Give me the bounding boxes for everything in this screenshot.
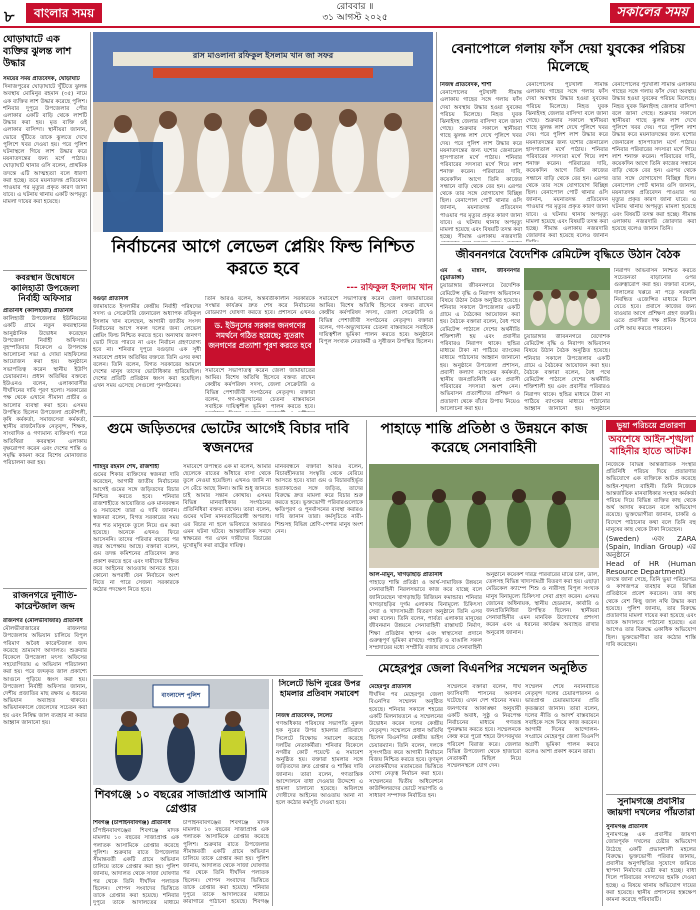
shibganj-photo-sign: বাংলাদেশ পুলিশ: [161, 692, 201, 699]
body-jibannagar: চুয়াডাঙ্গার জীবননগরে বৈদেশিক রেমিটেন্স বৃদ্ধি ও নিরাপদ অভিবাসন বিষয়ে উঠান বৈঠক অনুষ্ঠিত হয়েছে। শনিবার সকালে উপজেলার একটি গ্রামে এ বৈঠকের আয়োজন করা হয়। বৈঠকে বক্তারা বলেন, বৈধ পথে রেমিটেন্স পাঠালে দেশের অর্থনীতি শক্তিশালী হয় এবং প্রবাসীর পরিবারও নিরাপদ থাকে। হুন্ডির মাধ্যমে টাকা না পাঠিয়ে ব্যাংকের মাধ্যমে পাঠানোর আহ্বান জানানো হয়। অনুষ্ঠানে উপজেলা প্রশাসন, প্রবাসী কল্যাণ ব্যাংকের কর্মকর্তা, স্থানীয় জনপ্রতিনিধি এবং প্রবাসী পরিবারের সদস্যরা অংশ নেন। অভিবাসন প্রত্যাশীদের প্রশিক্ষণ ও প্রতারণা থেকে বাঁচার উপায় নিয়েও আলোচনা করা হয়।: [440, 283, 520, 412]
body-jibannagar-2: চুয়াডাঙ্গার জীবননগরে বৈদেশিক রেমিটেন্স বৃদ্ধি ও নিরাপদ অভিবাসন বিষয়ে উঠান বৈঠক অনুষ্ঠিত হয়েছে। শনিবার সকালে উপজেলার একটি গ্রামে এ বৈঠকের আয়োজন করা হয়। বৈঠকে বক্তারা বলেন, বৈধ পথে রেমিটেন্স পাঠালে দেশের অর্থনীতি শক্তিশালী হয় এবং প্রবাসীর পরিবারও নিরাপদ থাকে। হুন্ডির মাধ্যমে টাকা না পাঠিয়ে ব্যাংকের মাধ্যমে পাঠানোর আহ্বান জানানো হয়। অনুষ্ঠানে: [524, 334, 610, 412]
story-shibganj-1: [93, 820, 179, 906]
divider: [440, 244, 696, 245]
body-meherpur: দীর্ঘদিন পর মেহেরপুর জেলা বিএনপির সম্মেলন অনুষ্ঠিত হয়েছে। শনিবার সকালে শহরের একটি মিলনায়তনে এ সম্মেলনের উদ্বোধন করেন দলের কেন্দ্রীয় নেতৃবৃন্দ। সম্মেলনে প্রধান অতিথি ছিলেন বিএনপির কেন্দ্রীয় ভাইস চেয়ারম্যান। তিনি বলেন, দলকে সুসংগঠিত করে আগামী নির্বাচনে বিজয় নিশ্চিত করতে হবে। তৃণমূল নেতাকর্মীদের মতামতের ভিত্তিতে যোগ্য নেতৃত্ব নির্বাচন করা হবে। সম্মেলনের দ্বিতীয় অধিবেশনে কাউন্সিলরদের ভোটে সভাপতি ও সাধারণ সম্পাদক নির্বাচিত হন।: [369, 692, 443, 800]
pahar-photo: [369, 464, 599, 568]
jibannagar-photo-image: [524, 268, 610, 330]
story-meherpur-2: [447, 684, 521, 906]
lead-pull-quote: ড. ইউনূসের সরকার জনগণের সমর্থনে গঠিত হয়েছে; সুতরাং জনগণের প্রত্যাশা পূরণ করতে হবে: [205, 318, 315, 366]
column-divider: [436, 32, 437, 412]
story-benapole-3: [612, 82, 696, 242]
body-lead-1: জামায়াতে ইসলামীর কেন্দ্রীয় নির্বাহী পরিষদের সদস্য ও সেক্রেটারি জেনারেল অধ্যাপক রফিকুল ইসলাম খান বলেছেন, আগামী জাতীয় সংসদ নির্বাচনের আগে সকল দলের জন্য লেভেল প্লেয়িং ফিল্ড নিশ্চিত করতে হবে। অন্যথায় জনগণ ভোট দিতে পারবে না এবং নির্বাচন গ্রহণযোগ্য হবে না। শনিবার দুপুরে বগুড়ায় এক সুধী সমাবেশে প্রধান অতিথির বক্তব্যে তিনি এসব কথা বলেন। তিনি বলেন, বিগত সরকারের আমলে দেশের মানুষ তাদের ভোটাধিকার হারিয়েছিল। দেশের প্রতিটি প্রতিষ্ঠান ধ্বংস করা হয়েছিল। এখন সময় এসেছে সেগুলো পুনর্গঠনের।: [93, 304, 201, 390]
divider: [3, 270, 87, 271]
body-benapole-2: বেনাপোলের পুটখালী সীমান্ত এলাকায় গাছের সঙ্গে গলায় ফাঁস দেয়া অবস্থায় উদ্ধার হওয়া যুবকের পরিচয় মিলেছে। নিহত যুবক ঝিনাইদহ জেলার বাসিন্দা বলে জানা গেছে। শুক্রবার সকালে স্থানীয়রা গাছে ঝুলন্ত লাশ দেখে পুলিশে খবর দেয়। পরে পুলিশ লাশ উদ্ধার করে ময়নাতদন্তের জন্য যশোর জেনারেল হাসপাতাল মর্গে পাঠায়। শনিবার পরিবারের সদস্যরা মর্গে গিয়ে লাশ শনাক্ত করেন। পরিবারের দাবি, কয়েকদিন আগে তিনি কাজের সন্ধানে বাড়ি থেকে বের হন। এরপর থেকে তার সঙ্গে যোগাযোগ বিচ্ছিন্ন ছিল। বেনাপোল পোর্ট থানার ওসি জানান, ময়নাতদন্ত প্রতিবেদন পাওয়ার পর মৃত্যুর প্রকৃত কারণ জানা যাবে। এ ঘটনায় থানায় অপমৃত্যু মামলা হয়েছে এবং বিষয়টি তদন্ত করা হচ্ছে। সীমান্ত এলাকায় নজরদারি জোরদার করা হয়েছে বলেও জানান: [526, 82, 608, 240]
body-benapole: বেনাপোলের পুটখালী সীমান্ত এলাকায় গাছের সঙ্গে গলায় ফাঁস দেয়া অবস্থায় উদ্ধার হওয়া যুবকের পরিচয় মিলেছে। নিহত যুবক ঝিনাইদহ জেলার বাসিন্দা বলে জানা গেছে। শুক্রবার সকালে স্থানীয়রা গাছে ঝুলন্ত লাশ দেখে পুলিশে খবর দেয়। পরে পুলিশ লাশ উদ্ধার করে ময়নাতদন্তের জন্য যশোর জেনারেল হাসপাতাল মর্গে পাঠায়। শনিবার পরিবারের সদস্যরা মর্গে গিয়ে লাশ শনাক্ত করেন। পরিবারের দাবি, কয়েকদিন আগে তিনি কাজের সন্ধানে বাড়ি থেকে বের হন। এরপর থেকে তার সঙ্গে যোগাযোগ বিচ্ছিন্ন ছিল। বেনাপোল পোর্ট থানার ওসি জানান, ময়নাতদন্ত প্রতিবেদন পাওয়ার পর মৃত্যুর প্রকৃত কারণ জানা যাবে। এ ঘটনায় থানায় অপমৃত্যু মামলা হয়েছে এবং বিষয়টি তদন্ত করা হচ্ছে। সীমান্ত এলাকায় নজরদারি: [440, 90, 522, 241]
story-abosheshe: [606, 462, 696, 790]
byline-ghoraghat: সময়ের সময় প্রতিবেদক, ঘোড়াঘাট: [3, 76, 80, 82]
lead-col-1: [93, 296, 201, 412]
body-sunamganj: সুনামগঞ্জে এক প্রবাসীর জায়গা জোরপূর্বক দখলের চেষ্টার অভিযোগ উঠেছে একটি প্রভাবশালী মহলের বিরুদ্ধে। ভুক্তভোগী পরিবার জানায়, প্রবাসীর অনুপস্থিতির সুযোগে জমিতে স্থাপনা নির্মাণের চেষ্টা করা হচ্ছে। বাধা দিলে পরিবারের সদস্যদের হুমকি দেওয়া হচ্ছে। এ বিষয়ে থানায় অভিযোগ দায়ের করা হয়েছে। স্থানীয় প্রশাসনের হস্তক্ষেপ কামনা করেছে পরিবারটি।: [606, 832, 696, 904]
column-divider: [366, 420, 367, 650]
body-lead-3: সমাবেশে সভাপতিত্ব করেন জেলা জামায়াতের আমির। বিশেষ অতিথি হিসেবে বক্তব্য রাখেন কেন্দ্রীয় কর্মপরিষদ সদস্য, জেলা সেক্রেটারি ও বিভিন্ন পেশাজীবী সংগঠনের নেতৃবৃন্দ। বক্তারা বলেন, গণ-অভ্যুত্থানের চেতনা বাস্তবায়নে সবাইকে দায়িত্বশীল ভূমিকা পালন করতে হবে।: [205, 368, 315, 411]
story-meherpur-3: [525, 684, 599, 906]
body-ghoraghat: দিনাজপুরের ঘোড়াঘাটে খুঁটিতে ঝুলন্ত অবস্থায় মোমিনুর রহমান (৩৫) নামে এক ব্যক্তির লাশ উদ্ধার করেছে পুলিশ। শনিবার দুপুরে উপজেলার পৌর এলাকার একটি বাড়ি থেকে লাশটি উদ্ধার করা হয়। মৃত ব্যক্তি ওই এলাকার বাসিন্দা। স্থানীয়রা জানান, ভোরে খুঁটিতে তাকে ঝুলতে দেখে পুলিশে খবর দেওয়া হয়। পরে পুলিশ ঘটনাস্থলে গিয়ে লাশ উদ্ধার করে ময়নাতদন্তের জন্য মর্গে পাঠায়। ঘোড়াঘাট থানার ওসি বলেন, প্রাথমিক তদন্তে এটি আত্মহত্যা বলে ধারণা করা হচ্ছে। তবে ময়নাতদন্ত প্রতিবেদন পাওয়ার পর মৃত্যুর প্রকৃত কারণ জানা যাবে। এ ঘটনায় থানায় একটি অপমৃত্যু মামলা দায়ের করা হয়েছে।: [3, 84, 87, 206]
byline-shibganj: শিবগঞ্জ (চাঁপাইনবাবগঞ্জ) প্রতিনিধি: [93, 820, 171, 826]
byline-lead: বগুড়া প্রতিনিধি: [93, 296, 129, 302]
headline-jibannagar: জীবননগরে বৈদেশিক রেমিটেন্স বৃদ্ধিতে উঠান বৈঠক: [455, 248, 681, 261]
story-pahar-2: [486, 572, 599, 652]
body-lead-2: তিনি আরও বলেন, অন্তর্বর্তীকালীন সরকারকে সংস্কার কার্যক্রম দ্রুত শেষ করে নির্বাচনের রোডম্যাপ ঘোষণা করতে হবে। প্রশাসনে এখনও: [205, 296, 315, 316]
story-benapole-1: [440, 82, 522, 242]
body-pahar-2: অনুষ্ঠানে কয়েকশ দরিদ্র পরিবারের মাঝে চাল, ডাল, তেলসহ বিভিন্ন খাদ্যসামগ্রী বিতরণ করা হয়। এছাড়া মেডিকেল ক্যাম্পে শিশু ও নারীসহ বিপুল সংখ্যক মানুষ বিনামূল্যে চিকিৎসা সেবা গ্রহণ করেন। এসময় জোনের অধিনায়ক, স্থানীয় হেডম্যান, কার্বারি ও জনপ্রতিনিধিরা উপস্থিত ছিলেন। স্থানীয়রা সেনাবাহিনীর এমন মানবিক উদ্যোগের প্রশংসা করেন এবং এ ধরনের কার্যক্রম অব্যাহত রাখার অনুরোধ জানান।: [486, 572, 599, 636]
lead-author: --- রফিকুল ইসলাম খান: [346, 283, 433, 293]
body-abosheshe: নিজেকে বিভিন্ন আন্তর্জাতিক সংস্থার প্রতিনিধি পরিচয় দিয়ে প্রতারণার অভিযোগে এক ব্যক্তিকে আটক করেছে আইন-শৃঙ্খলা বাহিনী। তিনি নিজেকে আন্তর্জাতিক মানবাধিকার সংস্থার কর্মকর্তা পরিচয় দিয়ে বিভিন্ন ব্যক্তির কাছ থেকে অর্থ আদায় করতেন বলে অভিযোগ রয়েছে। ভুক্তভোগীরা জানান, চাকরি ও বিদেশে পাঠানোর কথা বলে তিনি বহু মানুষের কাছ থেকে টাকা নিয়েছেন।: [606, 462, 696, 533]
story-jibannagar-2: [524, 334, 610, 412]
column-divider: [90, 32, 91, 906]
body-pahar: পাহাড়ে শান্তি প্রতিষ্ঠা ও আর্থ-সামাজিক উন্নয়নে সেনাবাহিনী নিরলসভাবে কাজ করে যাচ্ছে বলে জানিয়েছেন খাগড়াছড়ি রিজিয়ন কমান্ডার। শনিবার খাগড়াছড়ির দুর্গম এলাকায় বিনামূল্যে চিকিৎসা সেবা ও খাদ্যসামগ্রী বিতরণ অনুষ্ঠানে তিনি এসব কথা বলেন। তিনি বলেন, পার্বত্য এলাকার মানুষের জীবনমান উন্নয়নে সেনাবাহিনী রাস্তাঘাট নির্মাণ, শিক্ষা প্রতিষ্ঠান স্থাপন এবং স্বাস্থ্যসেবা প্রদানে গুরুত্বপূর্ণ ভূমিকা রাখছে। পাহাড়ি ও বাঙালি সকল সম্প্রদায়ের মধ্যে সম্প্রীতি বজায় রাখতে সেনাবাহিনী: [369, 580, 482, 652]
body-rajnagar: মৌলভীবাজারের রাজনগর উপজেলায় অভিযান চালিয়ে বিপুল পরিমাণ অবৈধ কারেন্টজাল জব্দ করেছে ভ্রাম্যমাণ আদালত। শুক্রবার বিকেলে উপজেলা মৎস্য অফিসের সহযোগিতায় এ অভিযান পরিচালনা করা হয়। পরে জব্দকৃত জাল প্রকাশ্যে আগুনে পুড়িয়ে ধ্বংস করা হয়। উপজেলা নির্বাহী অফিসার জানান, দেশীয় প্রজাতির মাছ রক্ষায় এ ধরনের অভিযান অব্যাহত থাকবে। অভিযানকালে জেলেদের সচেতন করা হয় এবং নিষিদ্ধ জাল ব্যবহার না করার আহ্বান জানানো হয়।: [3, 626, 87, 726]
kicker-kalihati: কবরস্থান উদ্বোধনে: [15, 273, 75, 282]
headline-pahar: পাহাড়ে শান্তি প্রতিষ্ঠা ও উন্নয়নে কাজ করেছে সেনাবাহিনী: [380, 421, 588, 456]
body-shibganj-2: চাঁপাইনবাবগঞ্জের শিবগঞ্জে মাদক মামলায় ১০ বছরের সাজাপ্রাপ্ত এক পলাতক আসামিকে গ্রেপ্তার করেছে পুলিশ। শুক্রবার রাতে উপজেলার সীমান্তবর্তী একটি গ্রামে অভিযান চালিয়ে তাকে গ্রেপ্তার করা হয়। পুলিশ জানায়, আদালত থেকে সাজা ঘোষণার পর থেকে তিনি দীর্ঘদিন পলাতক ছিলেন। গোপন সংবাদের ভিত্তিতে তাকে গ্রেপ্তার করা হয়েছে। শনিবার দুপুরে তাকে আদালতের মাধ্যমে কারাগারে পাঠানো হয়েছে। শিবগঞ্জ: [183, 820, 269, 906]
byline-sunamganj: সুনামগঞ্জ প্রতিনিধি: [606, 824, 648, 830]
byline-meherpur: মেহেরপুর প্রতিনিধি: [369, 684, 412, 690]
byline-kalihati: প্রতিনিধি (কালিহাতী) প্রতিনিধি: [3, 308, 73, 314]
section-title: বাংলার সময়: [26, 3, 102, 23]
divider: [3, 588, 87, 589]
byline-sylhet: নিজস্ব প্রতিবেদক, সিলেট: [276, 713, 333, 719]
headline-benapole: বেনাপোলে গলায় ফাঁস দেয়া যুবকের পরিচয় মিলেছে: [451, 41, 685, 75]
body-abosheshe-2: তদন্তে জানা গেছে, তিনি ভুয়া পরিচয়পত্র ও কাগজপত্র ব্যবহার করে বিভিন্ন প্রতিষ্ঠানে প্রবেশ করতেন। তার কাছ থেকে বেশ কিছু জাল নথি উদ্ধার করা হয়েছে। পুলিশ জানায়, তার বিরুদ্ধে প্রতারণার মামলা দায়ের করা হয়েছে এবং তাকে আদালতে পাঠানো হয়েছে। এর আগেও তার বিরুদ্ধে একাধিক অভিযোগ ছিল। ভুক্তভোগীরা তার কঠোর শাস্তি দাবি করেছেন।: [606, 577, 696, 648]
byline-benapole: নিজস্ব প্রতিবেদক, শার্শা: [440, 82, 492, 88]
body-shibganj: চাঁপাইনবাবগঞ্জের শিবগঞ্জে মাদক মামলায় ১০ বছরের সাজাপ্রাপ্ত এক পলাতক আসামিকে গ্রেপ্তার করেছে পুলিশ। শুক্রবার রাতে উপজেলার সীমান্তবর্তী একটি গ্রামে অভিযান চালিয়ে তাকে গ্রেপ্তার করা হয়। পুলিশ জানায়, আদালত থেকে সাজা ঘোষণার পর থেকে তিনি দীর্ঘদিন পলাতক ছিলেন। গোপন সংবাদের ভিত্তিতে তাকে গ্রেপ্তার করা হয়েছে। শনিবার দুপুরে তাকে আদালতের মাধ্যমে: [93, 828, 179, 906]
story-gume-1: [93, 464, 179, 672]
body-lead-3b: সমাবেশে সভাপতিত্ব করেন জেলা জামায়াতের আমির। বিশেষ অতিথি হিসেবে বক্তব্য রাখেন কেন্দ্রীয় কর্মপরিষদ সদস্য, জেলা সেক্রেটারি ও বিভিন্ন পেশাজীবী সংগঠনের নেতৃবৃন্দ। বক্তারা বলেন, গণ-অভ্যুত্থানের চেতনা বাস্তবায়নে সবাইকে দায়িত্বশীল ভূমিকা পালন করতে হবে। অনুষ্ঠানে বিপুল সংখ্যক নেতাকর্মী ও সুধীজন উপস্থিত ছিলেন।: [319, 296, 433, 346]
story-kalihati: [3, 308, 87, 586]
body-gume-2: সমাবেশে উপস্থিত এক মা বলেন, আমার ছেলেকে রাতের আঁধারে বাসা থেকে তুলে নেওয়া হয়েছিল। এখনও জানি না সে বেঁচে আছে কিনা। আমি শুধু জানতে চাই আমার সন্তান কোথায়। এসময় বিভিন্ন মানবাধিকার সংগঠনের প্রতিনিধিরা বক্তব্য রাখেন। তারা বলেন, গুমের ঘটনা মানবতাবিরোধী অপরাধ। এর বিচার না হলে ভবিষ্যতে আবারও এমন ঘটনা ঘটবে। আন্তর্জাতিক সনদে স্বাক্ষরের পর এখন দায়ীদের বিচারের মুখোমুখি করা রাষ্ট্রের দায়িত্ব।: [183, 464, 271, 550]
story-gume-2: [183, 464, 271, 672]
headline-lead: নির্বাচনের আগে লেভেল প্লেয়িং ফিল্ড নিশ্চিত করতে হবে: [111, 237, 415, 279]
headline-ghoraghat: ঘোড়াঘাটে এক ব্যক্তির ঝুলন্ত লাশ উদ্ধার: [3, 34, 72, 69]
headline-rajnagar: রাজনগরে দুর্নীতি-কারেন্টজাল জব্দ: [12, 591, 78, 612]
foreign-text-2: Head of HR (Human Resource Department): [606, 560, 696, 577]
body-gume: গুমের শিকার ব্যক্তিদের স্বজনরা দাবি করেছেন, আগামী জাতীয় নির্বাচনের আগেই গুমের সঙ্গে জড়িতদের বিচার নিশ্চিত করতে হবে। শনিবার রাজশাহীতে আয়োজিত এক মানববন্ধন ও সমাবেশে তারা এ দাবি জানান। স্বজনরা বলেন, বিগত সরকারের সময় শত শত মানুষকে তুলে নিয়ে গুম করা হয়েছে। অনেকে এখনও ফিরে আসেননি। তাদের পরিবার বছরের পর বছর অপেক্ষায় আছে। বক্তারা বলেন, গুম তদন্ত কমিশনের প্রতিবেদন দ্রুত প্রকাশ করতে হবে এবং দায়ীদের চিহ্নিত করে আইনের আওতায় আনতে হবে। কোনো অপরাধী যেন নির্বাচনে অংশ নিতে না পারে সেজন্য সরকারকে কঠোর পদক্ষেপ নিতে হবে।: [93, 472, 179, 594]
lead-col-3: [319, 296, 433, 412]
headline-shibganj: শিবগঞ্জে ১০ বছরের সাজাপ্রাপ্ত আসামি গ্রেপ্তার: [94, 788, 268, 815]
pahar-photo-image: [369, 464, 599, 568]
body-gume-3: মানববন্ধনে বক্তারা আরও বলেন, বিচারহীনতার সংস্কৃতি থেকে বেরিয়ে আসতে হবে। যারা গুম ও বিচারবহির্ভূত হত্যাকাণ্ডের সঙ্গে জড়িত, তাদের বিরুদ্ধে দ্রুত মামলা করে বিচার শুরু করতে হবে। ভুক্তভোগী পরিবারগুলোকে ক্ষতিপূরণ ও পুনর্বাসনের ব্যবস্থা করারও দাবি জানান তারা। কর্মসূচিতে নারী-শিশুসহ বিভিন্ন শ্রেণি-পেশার মানুষ অংশ নেন।: [275, 464, 363, 535]
lead-photo: [93, 32, 433, 232]
headline-kalihati: কালিহাতী উপজেলা নির্বাহী অফিসার: [10, 284, 80, 304]
story-right-sidebar: [614, 268, 696, 412]
story-pahar-1: [369, 572, 482, 652]
issue-date-text: ৩১ আগস্ট ২০২৫: [322, 13, 388, 23]
body-kalihati: কালিহাতী উপজেলার ইউনিয়নের একটি গ্রামে নতুন কবরস্থানের আনুষ্ঠানিক উদ্বোধন করেছেন উপজেলা নির্বাহী অফিসার। বৃহস্পতিবার বিকেলে এ উপলক্ষে আলোচনা সভা ও দোয়া মাহফিলের আয়োজন করা হয়। অনুষ্ঠানে সভাপতিত্ব করেন স্থানীয় ইউপি চেয়ারম্যান। প্রধান অতিথির বক্তব্যে ইউএনও বলেন, এলাকাবাসীর দীর্ঘদিনের দাবি পূরণ হলো। সরকারের পক্ষ থেকে এখানে সীমানা প্রাচীর ও আলোর ব্যবস্থা করা হবে। এসময় উপস্থিত ছিলেন উপজেলা প্রকৌশলী, কৃষি কর্মকর্তা, সমাজসেবা কর্মকর্তা, স্থানীয় রাজনৈতিক নেতৃবৃন্দ, শিক্ষক, সাংবাদিক ও গণ্যমান্য ব্যক্তিবর্গ। পরে অতিথিরা কবরস্থান এলাকায় বৃক্ষরোপণ করেন এবং দেশের শান্তি ও সমৃদ্ধি কামনা করে বিশেষ মোনাজাত পরিচালনা করা হয়।: [3, 316, 87, 467]
lead-col-2-bottom: [205, 368, 315, 412]
page-number: ৮: [4, 7, 15, 26]
headline-sylhet: সিলেটে ভিপি নুরের উপর হামলার প্রতিবাদ সমাবেশ: [278, 679, 361, 698]
story-sunamganj: [606, 824, 696, 906]
story-meherpur-1: [369, 684, 443, 906]
headline-gume: গুমে জড়িতদের ভোটের আগেই বিচার দাবি স্বজনদের: [107, 421, 349, 456]
body-meherpur-3: সম্মেলন শেষে নবনির্বাচিত নেতৃবৃন্দ দলের চেয়ারপারসন ও ভারপ্রাপ্ত চেয়ারম্যানের প্রতি কৃতজ্ঞতা জানান। তারা বলেন, দলের নীতি ও আদর্শ বাস্তবায়নে সবাইকে সঙ্গে নিয়ে কাজ করবেন। আগামী দিনের আন্দোলন-সংগ্রামে মেহেরপুর জেলা বিএনপি অগ্রণী ভূমিকা পালন করবে বলেও আশা প্রকাশ করেন তারা।: [525, 684, 599, 755]
divider: [93, 675, 363, 676]
foreign-text-1: (Sweden) এবং ZARA (Spain, Indian Group) এর অনুষ্ঠানে: [606, 535, 696, 560]
column-divider: [272, 679, 273, 906]
story-shibganj-2: [183, 820, 269, 906]
byline-pahar: আল-মামুন, খাগড়াছড়ি প্রতিনিধি: [369, 572, 443, 578]
divider: [366, 655, 599, 656]
headline-sunamganj: সুনামগঞ্জে প্রবাসীর জায়গা দখলের পাঁয়তারা: [607, 797, 695, 818]
tag-abosheshe: ভুয়া পরিচয়ে প্রতারণা: [606, 420, 696, 432]
headline-meherpur: মেহেরপুর জেলা বিএনপির সম্মেলন অনুষ্ঠিত: [378, 661, 587, 675]
divider: [606, 794, 696, 795]
issue-date: [300, 2, 410, 24]
story-gume-3: [275, 464, 363, 672]
story-ghoraghat: [3, 76, 87, 268]
masthead-logo: সকালের সময়: [610, 3, 694, 23]
story-sylhet: [276, 713, 363, 906]
lead-photo-banner-text: রাস মাওলানা রফিকুল ইসলাম খান জা সফর: [192, 51, 334, 60]
headline-abosheshe: অবশেষে আইন-শৃঙ্খলা বাহিনীর হাতে আটক!: [608, 434, 694, 457]
divider: [93, 416, 696, 417]
column-divider: [602, 420, 603, 906]
issue-day: রোববার ॥: [336, 2, 374, 12]
lead-col-2-top: [205, 296, 315, 316]
body-sylhet: গণঅধিকার পরিষদের সভাপতি নুরুল হক নুরের উপর হামলার প্রতিবাদে সিলেটে বিক্ষোভ সমাবেশ করেছে দলটির নেতাকর্মীরা। শনিবার বিকেলে নগরীর কোর্ট পয়েন্টে এ সমাবেশ অনুষ্ঠিত হয়। বক্তারা হামলার সঙ্গে জড়িতদের দ্রুত গ্রেপ্তার ও শাস্তির দাবি জানান। তারা বলেন, গণতান্ত্রিক আন্দোলনে বাধা দেওয়ার উদ্দেশ্যে এ হামলা চালানো হয়েছে। অবিলম্বে দোষীদের আইনের আওতায় আনা না হলে কঠোর কর্মসূচি দেওয়া হবে।: [276, 721, 363, 807]
story-jibannagar-1: [440, 268, 520, 412]
shibganj-photo: [93, 679, 269, 785]
jibannagar-photo: [524, 268, 610, 330]
body-benapole-3: বেনাপোলের পুটখালী সীমান্ত এলাকায় গাছের সঙ্গে গলায় ফাঁস দেয়া অবস্থায় উদ্ধার হওয়া যুবকের পরিচয় মিলেছে। নিহত যুবক ঝিনাইদহ জেলার বাসিন্দা বলে জানা গেছে। শুক্রবার সকালে স্থানীয়রা গাছে ঝুলন্ত লাশ দেখে পুলিশে খবর দেয়। পরে পুলিশ লাশ উদ্ধার করে ময়নাতদন্তের জন্য যশোর জেনারেল হাসপাতাল মর্গে পাঠায়। শনিবার পরিবারের সদস্যরা মর্গে গিয়ে লাশ শনাক্ত করেন। পরিবারের দাবি, কয়েকদিন আগে তিনি কাজের সন্ধানে বাড়ি থেকে বের হন। এরপর থেকে তার সঙ্গে যোগাযোগ বিচ্ছিন্ন ছিল। বেনাপোল পোর্ট থানার ওসি জানান, ময়নাতদন্ত প্রতিবেদন পাওয়ার পর মৃত্যুর প্রকৃত কারণ জানা যাবে। এ ঘটনায় থানায় অপমৃত্যু মামলা হয়েছে এবং বিষয়টি তদন্ত করা হচ্ছে। সীমান্ত এলাকায় নজরদারি জোরদার করা হয়েছে বলেও জানান তিনি।: [612, 82, 696, 233]
byline-rajnagar: রাজনগর (মৌলভীবাজার) প্রতিনিধি: [3, 618, 83, 624]
story-rajnagar: [3, 618, 87, 906]
byline-gume: শাহিদুর রহমান শেখ, রাজশাহী: [93, 464, 159, 470]
body-right-sidebar: নিরাপদ অভিবাসন নিশ্চিত করতে সচেতনতা বাড়ানোর ওপর গুরুত্বারোপ করা হয়। বক্তারা বলেন, দালালের খপ্পরে না পড়ে সরকারি নিবন্ধিত এজেন্সির মাধ্যমে বিদেশ যেতে হবে। প্রবাসে কাজের জন্য যাওয়ার আগে প্রশিক্ষণ গ্রহণ জরুরি। এতে প্রবাসীরা দক্ষ শ্রমিক হিসেবে বেশি আয় করতে পারবেন।: [614, 268, 696, 332]
page-header: [0, 0, 700, 28]
body-meherpur-2: সম্মেলনে বক্তারা বলেন, দীর্ঘ ফ্যাসিবাদী শাসনের অবসান ঘটেছে। এখন দেশ গঠনের সময়। জনগণের আকাঙ্ক্ষা অনুযায়ী একটি অবাধ, সুষ্ঠু ও নিরপেক্ষ নির্বাচনের মাধ্যমে গণতন্ত্র পুনরুদ্ধার করতে হবে। সম্মেলনকে কেন্দ্র করে পুরো শহরে উৎসবমুখর পরিবেশ বিরাজ করে। জেলার বিভিন্ন উপজেলা থেকে হাজারো নেতাকর্মী মিছিল নিয়ে সম্মেলনস্থলে যোগ দেন।: [447, 684, 521, 770]
story-benapole-2: [526, 82, 608, 242]
byline-jibannagar: এম এ মান্নান, জীবননগর (চুয়াডাঙ্গা): [440, 268, 520, 282]
